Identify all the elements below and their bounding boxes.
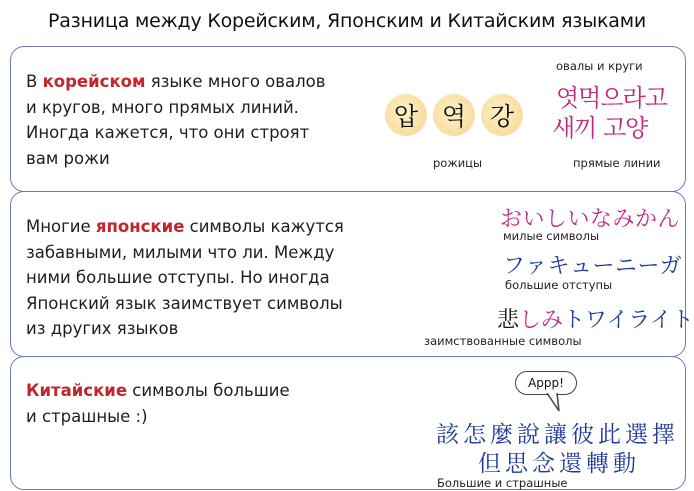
face-syllable: 압 <box>385 94 427 136</box>
text-line: Японский язык заимствует символы <box>26 293 343 313</box>
text-line: Иногда кажется, что они строят <box>26 123 310 142</box>
cute-symbols-label: милые символы <box>503 229 600 243</box>
text-line: и страшные :) <box>26 406 148 426</box>
page-title: Разница между Корейским, Японским и Китайским языками <box>47 10 647 32</box>
japanese-keyword: японские <box>95 217 185 236</box>
text-line: В корейском языке много овалов <box>26 72 326 91</box>
speech-bubble: Appp! <box>515 371 577 395</box>
korean-sample-line-1: 엿먹으라고 <box>556 84 667 112</box>
big-gaps-label: большие отступы <box>505 278 613 292</box>
text-line: Многие японские символы кажутся <box>26 217 344 236</box>
chinese-keyword: Китайские <box>26 381 128 400</box>
japanese-sample-2: ファキューニーガ <box>503 254 683 279</box>
japanese-description <box>26 214 344 342</box>
text-line: вам рожи <box>26 148 110 168</box>
face-syllable: 역 <box>433 94 475 136</box>
japanese-sample-1: おいしいなみかん <box>500 207 681 232</box>
korean-description <box>26 69 325 171</box>
text-line: ними большие отступы. Но иногда <box>26 268 330 287</box>
chinese-sample-line-1: 該怎麼說讓彼此選擇 <box>436 422 679 448</box>
japanese-sample-3: 悲しみトワイライト <box>497 308 694 333</box>
text-line: забавными, милыми что ли. Между <box>26 242 335 262</box>
faces-label: рожицы <box>433 156 483 170</box>
text-line: Китайские символы большие <box>26 381 290 400</box>
korean-keyword: корейском <box>42 72 146 91</box>
lines-label: прямые линии <box>573 156 661 170</box>
big-scary-label: Большие и страшные <box>437 476 568 490</box>
borrowed-symbols-label: заимствованные символы <box>424 334 582 348</box>
text-line: из других языков <box>26 319 179 338</box>
speech-bubble-tail-icon <box>545 393 565 415</box>
chinese-sample-line-2: 但思念還轉動 <box>478 451 640 477</box>
korean-sample-line-2: 새끼 고양 <box>552 114 648 142</box>
chinese-description <box>26 378 290 429</box>
text-line: и кругов, много прямых линий. <box>26 97 299 117</box>
ovals-label: овалы и круги <box>556 59 643 73</box>
face-syllable: 강 <box>481 94 523 136</box>
